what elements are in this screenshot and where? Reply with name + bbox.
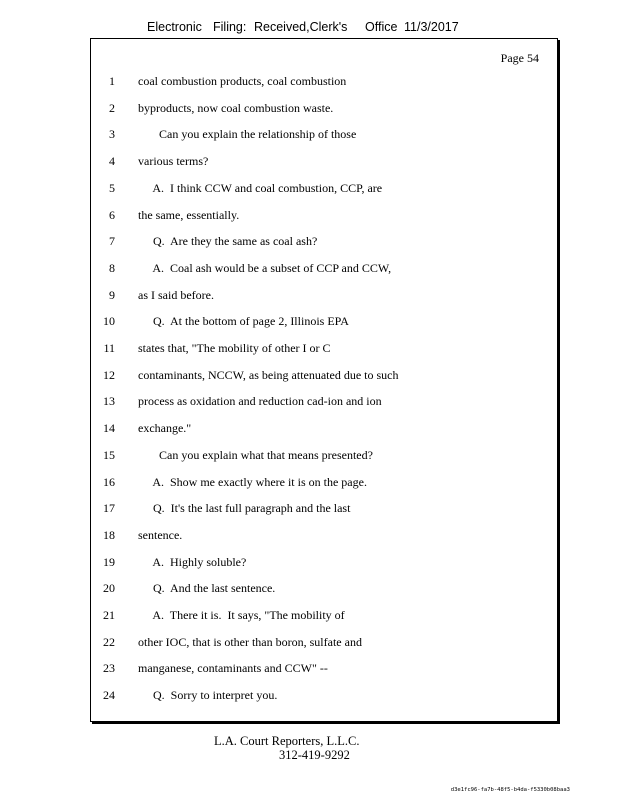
transcript-line <box>91 74 557 101</box>
line-text: sentence. <box>138 527 183 542</box>
line-number: 12 <box>103 367 115 382</box>
line-text: coal combustion products, coal combustion <box>138 74 347 88</box>
line-number: 21 <box>103 608 115 622</box>
line-number: 11 <box>103 341 115 355</box>
page-number: Page 54 <box>500 51 539 65</box>
transcript-line <box>91 154 557 181</box>
line-text: byproducts, now coal combustion waste. <box>138 100 334 115</box>
footer-phone: 312-419-9292 <box>279 748 350 762</box>
transcript-line <box>91 635 557 662</box>
line-text: other IOC, that is other than boron, sulfate and <box>138 634 362 649</box>
transcript-line <box>91 394 557 421</box>
footer-company: L.A. Court Reporters, L.L.C. <box>214 734 360 748</box>
header-office: Office <box>365 20 398 34</box>
line-number: 13 <box>103 394 115 409</box>
line-number: 19 <box>103 554 115 569</box>
line-text: A. Show me exactly where it is on the page. <box>138 474 367 489</box>
line-number: 17 <box>103 501 115 516</box>
line-text: Can you explain what that means presented? <box>138 447 373 462</box>
transcript-line <box>91 314 557 341</box>
transcript-page <box>90 38 558 722</box>
line-number: 16 <box>103 474 115 489</box>
transcript-line <box>91 528 557 555</box>
line-text: states that, "The mobility of other I or C <box>138 341 331 355</box>
line-number: 10 <box>103 314 115 329</box>
line-number: 3 <box>109 127 115 142</box>
header-date: 11/3/2017 <box>404 20 459 34</box>
line-text: Q. And the last sentence. <box>138 581 276 596</box>
line-text: Q. Are they the same as coal ash? <box>138 234 318 249</box>
line-text: process as oxidation and reduction cad-ion and ion <box>138 394 382 409</box>
document-id: d3e1fc96-fa7b-48f5-b4da-f5330b08baa3 <box>450 787 570 793</box>
line-number: 4 <box>109 154 115 169</box>
transcript-line <box>91 181 557 208</box>
line-number: 20 <box>103 581 115 596</box>
transcript-line <box>91 608 557 635</box>
header-received: Received,Clerk's <box>254 20 348 34</box>
line-number: 8 <box>109 260 115 275</box>
line-text: contaminants, NCCW, as being attenuated due to such <box>138 367 399 382</box>
line-text: as I said before. <box>138 287 214 302</box>
line-number: 7 <box>109 234 115 249</box>
line-number: 2 <box>109 100 115 115</box>
line-text: various terms? <box>138 154 209 169</box>
transcript-line <box>91 234 557 261</box>
transcript-line <box>91 368 557 395</box>
line-number: 24 <box>103 688 115 703</box>
line-number: 5 <box>109 180 115 195</box>
line-number: 15 <box>103 447 115 462</box>
line-text: Q. At the bottom of page 2, Illinois EPA <box>138 314 349 329</box>
line-text: A. Coal ash would be a subset of CCP and CCW, <box>138 260 392 275</box>
transcript-line <box>91 341 557 368</box>
transcript-line <box>91 661 557 688</box>
line-text: Can you explain the relationship of those <box>138 127 357 142</box>
line-number: 1 <box>109 74 115 88</box>
transcript-line <box>91 501 557 528</box>
line-text: exchange." <box>138 421 192 436</box>
transcript-line <box>91 555 557 582</box>
transcript-line <box>91 688 557 715</box>
line-number: 9 <box>109 287 115 302</box>
line-text: A. There it is. It says, "The mobility of <box>138 608 345 622</box>
line-text: the same, essentially. <box>138 207 240 222</box>
line-number: 18 <box>103 527 115 542</box>
header-filing: Filing: <box>213 20 247 34</box>
transcript-line <box>91 288 557 315</box>
header-electronic: Electronic <box>147 20 202 34</box>
line-text: manganese, contaminants and CCW" -- <box>138 661 328 676</box>
transcript-line <box>91 208 557 235</box>
transcript-line <box>91 475 557 502</box>
line-text: Q. Sorry to interpret you. <box>138 688 278 703</box>
transcript-line <box>91 127 557 154</box>
transcript-line <box>91 261 557 288</box>
line-text: A. Highly soluble? <box>138 554 247 569</box>
transcript-line <box>91 581 557 608</box>
line-text: Q. It's the last full paragraph and the last <box>138 501 351 516</box>
transcript-line <box>91 448 557 475</box>
line-number: 6 <box>109 207 115 222</box>
line-number: 23 <box>103 661 115 676</box>
transcript-line <box>91 101 557 128</box>
line-number: 22 <box>103 634 115 649</box>
line-number: 14 <box>103 421 115 436</box>
line-text: A. I think CCW and coal combustion, CCP, are <box>138 180 383 195</box>
transcript-line <box>91 421 557 448</box>
